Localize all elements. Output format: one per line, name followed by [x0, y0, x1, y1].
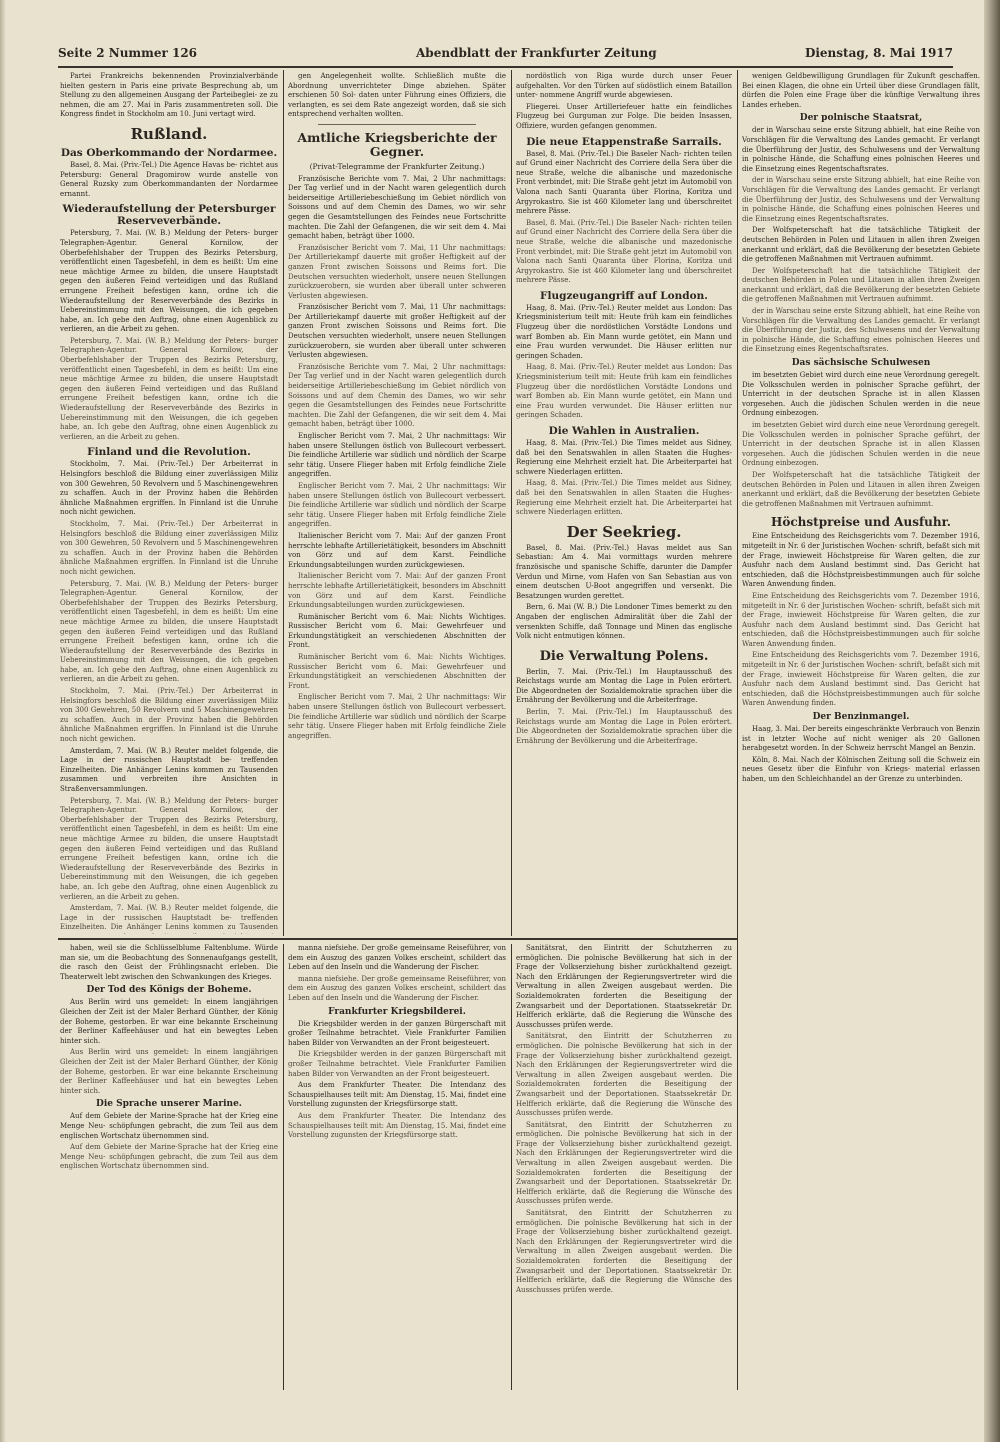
column-divider-3: [737, 70, 738, 1390]
article-benzinmangel: Haag, 3. Mai. Der bereits eingeschränkte Verbrauch von Benzin ist in letzter Woche auf nicht weniger als 20 Gallonen herabgesetzt worden. In der Schweiz herrscht Mangel an Benzin.: [742, 725, 980, 753]
feuilleton-2-intro: manna niefsiehe. Der große gemeinsame Reiseführer, von dem ein Auszug des ganzen Volkes erscheint, schildert das Leben auf den Inseln und die Wanderung der Fischer.: [288, 944, 506, 972]
report-english: Englischer Bericht vom 7. Mai, 2 Uhr nachmittags: Wir haben unsere Stellungen östlich von Bullecourt verbessert. Die feindliche Artillerie war südlich und nördlich der Scarpe sehr tätig. Unsere Flieger haben mit Erfolg feindliche Ziele angegriffen.: [288, 432, 506, 479]
feuilleton-theater: Aus dem Frankfurter Theater. Die Intendanz des Schauspielhauses teilt mit: Am Dienstag, 15. Mai, findet eine Vorstellung zugunsten der Kriegsfürsorge statt.: [288, 1081, 506, 1109]
report-russian-cont2: Englischer Bericht vom 7. Mai, 2 Uhr nachmittags: Wir haben unsere Stellungen östlich von Bullecourt verbessert. Die feindliche Artillerie war südlich und nördlich der Scarpe sehr tätig. Unsere Flieger haben mit Erfolg feindliche Ziele angegriffen.: [288, 693, 506, 740]
subheading-privattelegramme: (Privat-Telegramme der Frankfurter Zeitung.): [309, 161, 485, 171]
article-schulwesen-cont2: Der Wolfspeterschaft hat die tatsächliche Tätigkeit der deutschen Behörden in Polen und Litauen in allen ihren Zweigen anerkannt und erklärt, daß die Bevölkerung der besetzten Gebiete die getroffenen Maßnahmen mit Vertrauen aufnimmt.: [742, 470, 980, 508]
feuilleton-koenig-boheme: Aus Berlin wird uns gemeldet: In einem langjährigen Gleichen der Zeit ist der Maler Berhard Günther, der König der Boheme, gestorben. Er war eine bekannte Erscheinung der Berliner Kaffeehäuser und hat ein bewegtes Leben hinter sich.: [60, 998, 278, 1045]
column-divider-1: [283, 70, 284, 936]
article-seekrieg: Basel, 8. Mai. (Priv.-Tel.) Havas meldet aus San Sebastian: Am 4. Mai vormittags wurden mehrere französische und spanische Schiffe, darunter die Dampfer Verdun und Mirne, vom Hafen von San Sebastian aus von einem deutschen U-Boot angegriffen und versenkt. Die Besatzungen wurden gerettet.: [516, 543, 732, 600]
article-etappenstrasse-cont: Basel, 8. Mai. (Priv.-Tel.) Die Baseler Nach- richten teilen auf Grund einer Nachricht des Corriere della Sera über die neue Straße, welche die albanische und mazedonische Front verbindet, mit: Die Straße geht jetzt im Automobil von Valona nach Santi Quaranta über Florina, Koritza und Argyrokastro. Sie ist 460 Kilometer lang und überschreitet mehrere Pässe.: [516, 218, 732, 285]
article-wahlen-australien-cont: Haag, 8. Mai. (Priv.-Tel.) Die Times meldet aus Sidney, daß bei den Senatswahlen in allen Staaten die Hughes-Regierung eine Mehrheit erzielt hat. Die Arbeiterpartei hat schwere Niederlagen erlitten.: [516, 479, 732, 517]
article-reserveverbaende-cont: Petersburg, 7. Mai. (W. B.) Meldung der Peters- burger Telegraphen-Agentur. General Kornilow, der Oberbefehlshaber der Truppen des Bezirks Petersburg, veröffentlicht einen Tagesbefehl, in dem es heißt: Um eine neue mächtige Armee zu bilden, die unsere Hauptstadt gegen den äußeren Feind verteidigen und das Rußland errungene Freiheit befestigen kann, ordne ich die Wiederaufstellung der Reserveverbände des Bezirks in Uebereinstimmung mit den Weisungen, die ich gegeben habe, an. Ich gebe den Auftrag, ohne einen Augenblick zu verlieren, an die Arbeit zu gehen.: [60, 336, 278, 441]
newspaper-title: Abendblatt der Frankfurter Zeitung: [416, 46, 657, 60]
feuilleton-column-2: [288, 944, 506, 1390]
column-4: [742, 72, 980, 1390]
article-hoechstpreise: Eine Entscheidung des Reichsgerichts vom 7. Dezember 1916, mitgeteilt in Nr. 6 der Juristischen Wochen- schrift, befaßt sich mit der Frage, inwieweit Höchstpreise für Waren gelten, die zur Ausfuhr nach dem Ausland bestimmt sind. Das Gericht hat entschieden, daß die Höchstpreisbestimmungen auch für solche Waren Anwendung finden.: [742, 532, 980, 589]
heading-schulwesen: Das sächsische Schulwesen: [791, 358, 931, 369]
heading-benzinmangel: Der Benzinmangel.: [812, 712, 910, 723]
page-number: Seite 2 Nummer 126: [58, 46, 198, 60]
heading-kriegsberichte: Amtliche Kriegsberichte der Gegner.: [297, 129, 497, 159]
feuilleton-sprache-marine-cont: Auf dem Gebiete der Marine-Sprache hat der Krieg eine Menge Neu- schöpfungen gebracht, die zum Teil aus dem englischen Wortschatz übernommen sind.: [60, 1143, 278, 1171]
feuilleton-column-3: [516, 944, 732, 1390]
article-verwaltung-polens: Berlin, 7. Mai. (Priv.-Tel.) Im Hauptausschuß des Reichstags wurde am Montag die Lage in Polen erörtert. Die Abgeordneten der Sozialdemokratie sprachen über die Ernährung der Bevölkerung und die Arbeiterfrage.: [516, 667, 732, 705]
article-finland: Stockholm, 7. Mai. (Priv.-Tel.) Der Arbeiterrat in Helsingfors beschloß die Bildung einer zuverlässigen Miliz von 300 Gewehren, 50 Revolvern und 5 Maschinengewehren zu schaffen. Auch in der Provinz haben die Behörden ähnliche Maßnahmen ergriffen. In Finnland ist die Unruhe noch nicht gewichen.: [60, 460, 278, 517]
article-hoechstpreise-cont: Eine Entscheidung des Reichsgerichts vom 7. Dezember 1916, mitgeteilt in Nr. 6 der Juristischen Wochen- schrift, befaßt sich mit der Frage, inwieweit Höchstpreise für Waren gelten, die zur Ausfuhr nach dem Ausland bestimmt sind. Das Gericht hat entschieden, daß die Höchstpreisbestimmungen auch für solche Waren Anwendung finden.: [742, 591, 980, 648]
heading-russland: Rußland.: [130, 124, 208, 143]
page-left-edge: [0, 0, 6, 1442]
article-koeln: Köln, 8. Mai. Nach der Kölnischen Zeitung soll die Schweiz ein neues Gesetz über die Einfuhr von Kriegs- material erlassen haben, um den Schleichhandel an der Grenze zu unterbinden.: [742, 755, 980, 783]
report-french-2-cont: Französische Berichte vom 7. Mai, 2 Uhr nachmittags: Der Tag verlief und in der Nacht waren gelegentlich durch beiderseitige Artilleriebeschießung im Gebiet nördlich von Soissons und auf dem Chemin des Dames, wo wir sehr gegen die Gesamtstellungen des Feindes neue Fortschritte machten. Die Zahl der Gefangenen, die wir seit dem 4. Mai gemacht haben, beträgt über 1000.: [288, 362, 506, 429]
heading-finland: Finland und die Revolution.: [87, 446, 251, 459]
issue-date: Dienstag, 8. Mai 1917: [804, 46, 953, 60]
heading-oberkommando: Das Oberkommando der Nordarmee.: [60, 146, 278, 159]
article-amsterdam-cont: Petersburg, 7. Mai. (W. B.) Meldung der Peters- burger Telegraphen-Agentur. General Kornilow, der Oberbefehlshaber der Truppen des Bezirks Petersburg, veröffentlicht einen Tagesbefehl, in dem es heißt: Um eine neue mächtige Armee zu bilden, die unsere Hauptstadt gegen den äußeren Feind verteidigen und das Rußland errungene Freiheit befestigen kann, ordne ich die Wiederaufstellung der Reserveverbände des Bezirks in Uebereinstimmung mit den Weisungen, die ich gegeben habe, an. Ich gebe den Auftrag, ohne einen Augenblick zu verlieren, an die Arbeit zu gehen.: [60, 796, 278, 901]
column-divider-4: [283, 944, 284, 1390]
heading-staatsrat: Der polnische Staatsrat,: [799, 113, 923, 124]
article-finland-cont3: Stockholm, 7. Mai. (Priv.-Tel.) Der Arbeiterrat in Helsingfors beschloß die Bildung einer zuverlässigen Miliz von 300 Gewehren, 50 Revolvern und 5 Maschinengewehren zu schaffen. Auch in der Provinz haben die Behörden ähnliche Maßnahmen ergriffen. In Finnland ist die Unruhe noch nicht gewichen.: [60, 687, 278, 744]
article-staatsrat: der in Warschau seine erste Sitzung abhielt, hat eine Reihe von Vorschlägen für die Verwaltung des Landes gemacht. Er verlangt die Überführung der Justiz, des Schulwesens und der Verwaltung in polnische Hände, die Schaffung eines polnischen Heeres und die Einsetzung eines Regentschaftsrates.: [742, 126, 980, 173]
article-finland-cont: Stockholm, 7. Mai. (Priv.-Tel.) Der Arbeiterrat in Helsingfors beschloß die Bildung einer zuverlässigen Miliz von 300 Gewehren, 50 Revolvern und 5 Maschinengewehren zu schaffen. Auch in der Provinz haben die Behörden ähnliche Maßnahmen ergriffen. In Finnland ist die Unruhe noch nicht gewichen.: [60, 519, 278, 576]
heading-kriegsbilderei: Frankfurter Kriegsbilderei.: [328, 1006, 466, 1017]
article-amsterdam: Amsterdam, 7. Mai. (W. B.) Reuter meldet folgende, die Lage in der russischen Hauptstadt be- treffenden Einzelheiten. Die Anhänger Lenins kommen zu Tausenden zusammen und verbreiten ihre Ansichten in Straßenversammlungen.: [60, 746, 278, 793]
article-schulwesen-cont: im besetzten Gebiet wird durch eine neue Verordnung geregelt. Die Volksschulen werden in polnischer Sprache geführt, der Unterricht in der deutschen Sprache ist in allen Klassen vorgesehen. Auch die jüdischen Schulen werden in die neue Ordnung einbezogen.: [742, 421, 980, 468]
feuilleton-3-text: Sanitätsrat, den Eintritt der Schutzherren zu ermöglichen. Die polnische Bevölkerung hat sich in der Frage der Volkserziehung bisher zurückhaltend gezeigt. Nach den Erklärungen der Regierungsvertreter wird die Verwaltung in allen Zweigen ausgebaut werden. Die Sozialdemokraten forderten die Beseitigung der Zwangsarbeit und der Deportationen. Staatssekretär Dr. Helfferich erklärte, daß die Regierung die Wünsche des Ausschusses prüfen werde.: [516, 944, 732, 1029]
column-2: [288, 72, 506, 934]
col3-intro: nordöstlich von Riga wurde durch unser Feuer aufgehalten. Vor den Türken auf südöstlich einem Bataillon unter- nommene Angriff wurde abgewiesen.: [516, 72, 732, 100]
report-romanian-russian: Rumänischer Bericht vom 6. Mai: Nichts Wichtiges. Russischer Bericht vom 6. Mai: Gewehrfeuer und Erkundungstätigkeit an verschiedenen Abschnitten der Front.: [288, 612, 506, 650]
article-wolfspeterschaft: Der Wolfspeterschaft hat die tatsächliche Tätigkeit der deutschen Behörden in Polen und Litauen in allen ihren Zweigen anerkannt und erklärt, daß die Bevölkerung der besetzten Gebiete die getroffenen Maßnahmen mit Vertrauen aufnimmt.: [742, 226, 980, 264]
masthead: [58, 44, 953, 64]
article-fliegerei: Fliegerei. Unser Artilleriefeuer hatte ein feindliches Flugzeug bei Gurguman zur Folge. Die beiden Insassen, Offiziere, wurden gefangen genommen.: [516, 102, 732, 130]
feuilleton-rule: [58, 938, 737, 940]
report-russian-cont: Rumänischer Bericht vom 6. Mai: Nichts Wichtiges. Russischer Bericht vom 6. Mai: Gewehrfeuer und Erkundungstätigkeit an verschiedenen Abschnitten der Front.: [288, 653, 506, 690]
feuilleton-koenig-boheme-cont: Aus Berlin wird uns gemeldet: In einem langjährigen Gleichen der Zeit ist der Maler Berhard Günther, der König der Boheme, gestorben. Er war eine bekannte Erscheinung der Berliner Kaffeehäuser und hat ein bewegtes Leben hinter sich.: [60, 1048, 278, 1095]
column-divider-5: [511, 944, 512, 1390]
heading-reserveverbaende: Wiederaufstellung der Petersburger Reserveverbände.: [62, 203, 276, 228]
col1-intro: Partei Frankreichs bekennenden Provinzialverbände hielten gestern in Paris eine private Besprechung ab, um Stellung zu den allgemeinen Ausgang der Parteibeglei- ze zu nehmen, die am 27. Mai in Paris zusammentreten soll. Die Kongress findet in Stockholm am 10. Juni vertagt wird.: [60, 72, 278, 119]
feuilleton-3-text-cont: Sanitätsrat, den Eintritt der Schutzherren zu ermöglichen. Die polnische Bevölkerung hat sich in der Frage der Volkserziehung bisher zurückhaltend gezeigt. Nach den Erklärungen der Regierungsvertreter wird die Verwaltung in allen Zweigen ausgebaut werden. Die Sozialdemokraten forderten die Beseitigung der Zwangsarbeit und der Deportationen. Staatssekretär Dr. Helfferich erklärte, daß die Regierung die Wünsche des Ausschusses prüfen werde.: [516, 1032, 732, 1118]
article-wolfspeterschaft-cont2: der in Warschau seine erste Sitzung abhielt, hat eine Reihe von Vorschlägen für die Verwaltung des Landes gemacht. Er verlangt die Überführung der Justiz, des Schulwesens und der Verwaltung in polnische Hände, die Schaffung eines polnischen Heeres und die Einsetzung eines Regentschaftsrates.: [742, 307, 980, 354]
article-seekrieg-times: Bern, 6. Mai (W. B.) Die Londoner Times bemerkt zu den Angaben der englischen Admiralität über die Zahl der versenkten Schiffe, daß Tonnage und Minen das englische Volk nicht entmutigen können.: [516, 603, 732, 641]
report-italian: Italienischer Bericht vom 7. Mai: Auf der ganzen Front herrschte lebhafte Artillerietätigkeit, besonders im Abschnitt von Görz und auf dem Karst. Feindliche Erkundungsabteilungen wurden zurückgewiesen.: [288, 531, 506, 569]
heading-verwaltung-polens: Die Verwaltung Polens.: [539, 648, 709, 664]
feuilleton-column-1: [60, 944, 278, 1390]
article-finland-cont2: Petersburg, 7. Mai. (W. B.) Meldung der Peters- burger Telegraphen-Agentur. General Kornilow, der Oberbefehlshaber der Truppen des Bezirks Petersburg, veröffentlicht einen Tagesbefehl, in dem es heißt: Um eine neue mächtige Armee zu bilden, die unsere Hauptstadt gegen den äußeren Feind verteidigen und das Rußland errungene Freiheit befestigen kann, ordne ich die Wiederaufstellung der Reserveverbände des Bezirks in Uebereinstimmung mit den Weisungen, die ich gegeben habe, an. Ich gebe den Auftrag, ohne einen Augenblick zu verlieren, an die Arbeit zu gehen.: [60, 579, 278, 684]
feuilleton-3-text-cont2: Sanitätsrat, den Eintritt der Schutzherren zu ermöglichen. Die polnische Bevölkerung hat sich in der Frage der Volkserziehung bisher zurückhaltend gezeigt. Nach den Erklärungen der Regierungsvertreter wird die Verwaltung in allen Zweigen ausgebaut werden. Die Sozialdemokraten forderten die Beseitigung der Zwangsarbeit und der Deportationen. Staatssekretär Dr. Helfferich erklärte, daß die Regierung die Wünsche des Ausschusses prüfen werde.: [516, 1120, 732, 1206]
column-3: [516, 72, 732, 934]
feuilleton-kriegsbilderei: Die Kriegsbilder werden in der ganzen Bürgerschaft mit großer Teilnahme betrachtet. Viele Frankfurter Familien haben Bilder von Verwandten an der Front beigesteuert.: [288, 1019, 506, 1047]
article-wahlen-australien: Haag, 8. Mai. (Priv.-Tel.) Die Times meldet aus Sidney, daß bei den Senatswahlen in allen Staaten die Hughes-Regierung eine Mehrheit erzielt hat. Die Arbeiterpartei hat schwere Niederlagen erlitten.: [516, 439, 732, 476]
col2-intro: gen Angelegenheit wollte. Schließlich mußte die Abordnung unverrichteter Dinge abziehen. Später erschienen 50 Sol- daten unter Führung eines Offiziers, die verlangten, es sei dem Rate angezeigt worden, daß sie sich entsprechend verhalten wollten.: [288, 72, 506, 119]
article-flugzeugangriff: Haag, 8. Mai. (Priv.-Tel.) Reuter meldet aus London: Das Kriegsministerium teilt mit: Heute früh kam ein feindliches Flugzeug über die nordöstlichen Vorstädte Londons und warf Bomben ab. Ein Mann wurde getötet, ein Mann und eine Frau wurden verwundet. Die Häuser erlitten nur geringen Schaden.: [516, 303, 732, 360]
feuilleton-2-intro-cont: manna niefsiehe. Der große gemeinsame Reiseführer, von dem ein Auszug des ganzen Volkes erscheint, schildert das Leben auf den Inseln und die Wanderung der Fischer.: [288, 974, 506, 1002]
column-1: [60, 72, 278, 934]
heading-etappenstrasse: Die neue Etappenstraße Sarrails.: [526, 135, 722, 148]
heading-seekrieg: Der Seekrieg.: [566, 522, 682, 541]
separator: [318, 124, 476, 125]
article-etappenstrasse: Basel, 8. Mai. (Priv.-Tel.) Die Baseler Nach- richten teilen auf Grund einer Nachricht des Corriere della Sera über die neue Straße, welche die albanische und mazedonische Front verbindet, mit: Die Straße geht jetzt im Automobil von Valona nach Santi Quaranta über Florina, Koritza und Argyrokastro. Sie ist 460 Kilometer lang und überschreitet mehrere Pässe.: [516, 149, 732, 216]
report-italian-cont: Italienischer Bericht vom 7. Mai: Auf der ganzen Front herrschte lebhafte Artillerietätigkeit, besonders im Abschnitt von Görz und auf dem Karst. Feindliche Erkundungsabteilungen wurden zurückgewiesen.: [288, 572, 506, 610]
report-french-1-cont: Französischer Bericht vom 7. Mai, 11 Uhr nachmittags: Der Artilleriekampf dauerte mit großer Heftigkeit auf der ganzen Front zwischen Soissons und Reims fort. Die Deutschen versuchten wiederholt, unsere neuen Stellungen zurückzuerobern, sie wurden aber überall unter schweren Verlusten abgewiesen.: [288, 243, 506, 300]
page-binding-shadow: [984, 0, 1000, 1442]
article-verwaltung-polens-cont: Berlin, 7. Mai. (Priv.-Tel.) Im Hauptausschuß des Reichstags wurde am Montag die Lage in Polen erörtert. Die Abgeordneten der Sozialdemokratie sprachen über die Ernährung der Bevölkerung und die Arbeiterfrage.: [516, 708, 732, 745]
article-amsterdam-cont2: Amsterdam, 7. Mai. (W. B.) Reuter meldet folgende, die Lage in der russischen Hauptstadt be- treffenden Einzelheiten. Die Anhänger Lenins kommen zu Tausenden: [60, 904, 278, 932]
article-staatsrat-cont: der in Warschau seine erste Sitzung abhielt, hat eine Reihe von Vorschlägen für die Verwaltung des Landes gemacht. Er verlangt die Überführung der Justiz, des Schulwesens und der Verwaltung in polnische Hände, die Schaffung eines polnischen Heeres und die Einsetzung eines Regentschaftsrates.: [742, 176, 980, 223]
article-hoechstpreise-cont2: Eine Entscheidung des Reichsgerichts vom 7. Dezember 1916, mitgeteilt in Nr. 6 der Juristischen Wochen- schrift, befaßt sich mit der Frage, inwieweit Höchstpreise für Waren gelten, die zur Ausfuhr nach dem Ausland bestimmt sind. Das Gericht hat entschieden, daß die Höchstpreisbestimmungen auch für solche Waren Anwendung finden.: [742, 651, 980, 708]
feuilleton-sprache-marine: Auf dem Gebiete der Marine-Sprache hat der Krieg eine Menge Neu- schöpfungen gebracht, die zum Teil aus dem englischen Wortschatz übernommen sind.: [60, 1112, 278, 1140]
report-french-2: Französischer Bericht vom 7. Mai, 11 Uhr nachmittags: Der Artilleriekampf dauerte mit großer Heftigkeit auf der ganzen Front zwischen Soissons und Reims fort. Die Deutschen versuchten wiederholt, unsere neuen Stellungen zurückzuerobern, sie wurden aber überall unter schweren Verlusten abgewiesen.: [288, 303, 506, 360]
heading-hoechstpreise: Höchstpreise und Ausfuhr.: [771, 515, 951, 530]
report-french-1: Französische Berichte vom 7. Mai, 2 Uhr nachmittags: Der Tag verlief und in der Nacht waren gelegentlich durch beiderseitige Artilleriebeschießung im Gebiet nördlich von Soissons und auf dem Chemin des Dames, wo wir sehr gegen die Gesamtstellungen des Feindes neue Fortschritte machten. Die Zahl der Gefangenen, die wir seit dem 4. Mai gemacht haben, beträgt über 1000.: [288, 174, 506, 241]
col4-intro: wenigen Geldbewilligung Grundlagen für Zukunft geschaffen. Bei einen Klagen, die ohne ein Urteil über diese Grundlagen fällt, dürfen die Polen eine Frage über die künftige Verwaltung ihres Landes erheben.: [742, 72, 980, 109]
column-divider-2: [511, 70, 512, 936]
heading-koenig-boheme: Der Tod des Königs der Boheme.: [86, 985, 252, 996]
heading-sprache-marine: Die Sprache unserer Marine.: [96, 1099, 242, 1110]
article-schulwesen: im besetzten Gebiet wird durch eine neue Verordnung geregelt. Die Volksschulen werden in polnischer Sprache geführt, der Unterricht in der deutschen Sprache ist in allen Klassen vorgesehen. Auch die jüdischen Schulen werden in die neue Ordnung einbezogen.: [742, 371, 980, 418]
feuilleton-kriegsbilderei-cont: Die Kriegsbilder werden in der ganzen Bürgerschaft mit großer Teilnahme betrachtet. Viele Frankfurter Familien haben Bilder von Verwandten an der Front beigesteuert.: [288, 1050, 506, 1078]
masthead-rule: [58, 66, 953, 68]
article-oberkommando: Basel, 8. Mai. (Priv.-Tel.) Die Agence Havas be- richtet aus Petersburg: General Dragomirow wurde anstelle von General Ruzsky zum Oberkommandanten der Nordarmee ernannt.: [60, 160, 278, 198]
article-wolfspeterschaft-cont: Der Wolfspeterschaft hat die tatsächliche Tätigkeit der deutschen Behörden in Polen und Litauen in allen ihren Zweigen anerkannt und erklärt, daß die Bevölkerung der besetzten Gebiete die getroffenen Maßnahmen mit Vertrauen aufnimmt.: [742, 266, 980, 304]
report-english-cont: Englischer Bericht vom 7. Mai, 2 Uhr nachmittags: Wir haben unsere Stellungen östlich von Bullecourt verbessert. Die feindliche Artillerie war südlich und nördlich der Scarpe sehr tätig. Unsere Flieger haben mit Erfolg feindliche Ziele angegriffen.: [288, 481, 506, 529]
heading-wahlen-australien: Die Wahlen in Australien.: [548, 425, 700, 437]
article-reserveverbaende: Petersburg, 7. Mai. (W. B.) Meldung der Peters- burger Telegraphen-Agentur. General Kornilow, der Oberbefehlshaber der Truppen des Bezirks Petersburg, veröffentlicht einen Tagesbefehl, in dem es heißt: Um eine neue mächtige Armee zu bilden, die unsere Hauptstadt gegen den äußeren Feind verteidigen und das Rußland errungene Freiheit befestigen kann, ordne ich die Wiederaufstellung der Reserveverbände des Bezirks in Uebereinstimmung mit den Weisungen, die ich gegeben habe, an. Ich gebe den Auftrag, ohne einen Augenblick zu verlieren, an die Arbeit zu gehen.: [60, 229, 278, 334]
feuilleton-3-text-cont3: Sanitätsrat, den Eintritt der Schutzherren zu ermöglichen. Die polnische Bevölkerung hat sich in der Frage der Volkserziehung bisher zurückhaltend gezeigt. Nach den Erklärungen der Regierungsvertreter wird die Verwaltung in allen Zweigen ausgebaut werden. Die Sozialdemokraten forderten die Beseitigung der Zwangsarbeit und der Deportationen. Staatssekretär Dr. Helfferich erklärte, daß die Regierung die Wünsche des Ausschusses prüfen werde.: [516, 1209, 732, 1294]
article-flugzeugangriff-cont: Haag, 8. Mai. (Priv.-Tel.) Reuter meldet aus London: Das Kriegsministerium teilt mit: Heute früh kam ein feindliches Flugzeug über die nordöstlichen Vorstädte Londons und warf Bomben ab. Ein Mann wurde getötet, ein Mann und eine Frau wurden verwundet. Die Häuser erlitten nur geringen Schaden.: [516, 363, 732, 420]
feuilleton-1-intro: haben, weil sie die Schlüsselblume Faltenblume. Würde man sie, um die Beobachtung des Sonnenaufgangs gestellt, die rasch den Geist der Frühlingsnacht erleben. Die Theaterwelt lebt zwischen den Schwankungen des Krieges.: [60, 944, 278, 981]
feuilleton-theater-cont: Aus dem Frankfurter Theater. Die Intendanz des Schauspielhauses teilt mit: Am Dienstag, 15. Mai, findet eine Vorstellung zugunsten der Kriegsfürsorge statt.: [288, 1111, 506, 1140]
heading-flugzeugangriff: Flugzeugangriff auf London.: [540, 289, 708, 302]
